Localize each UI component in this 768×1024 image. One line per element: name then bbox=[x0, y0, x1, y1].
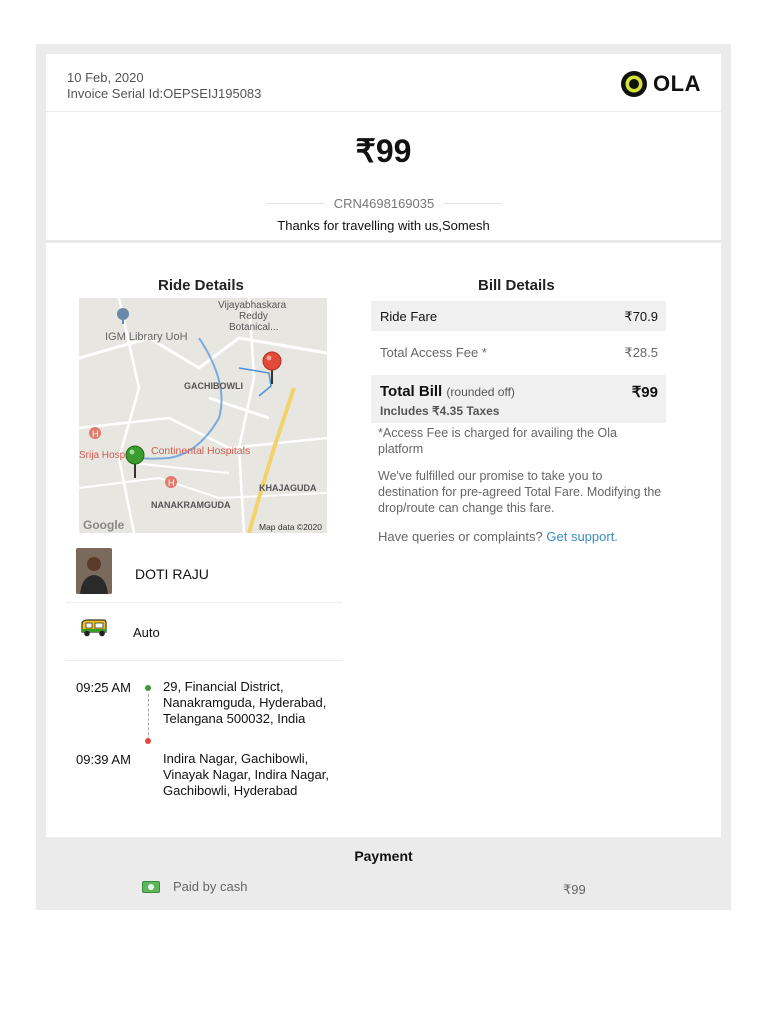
route-map-image bbox=[79, 298, 327, 533]
access-fee-label: Total Access Fee * bbox=[380, 345, 487, 360]
get-support-link[interactable]: Get support. bbox=[546, 529, 618, 544]
pickup-dot-icon bbox=[145, 685, 151, 691]
auto-rickshaw-icon bbox=[80, 619, 108, 637]
ride-fare-label: Ride Fare bbox=[380, 309, 438, 324]
driver-row bbox=[66, 540, 342, 603]
driver-photo bbox=[76, 548, 112, 594]
details-section bbox=[46, 243, 721, 897]
pickup-time: 09:25 AM bbox=[76, 680, 131, 695]
map-label-gachibowli: GACHIBOWLI bbox=[184, 381, 243, 391]
pickup-address: 29, Financial District, Nanakramguda, Hyderabad, Telangana 500032, India bbox=[163, 679, 327, 726]
divider bbox=[266, 203, 324, 204]
drop-dot-icon bbox=[145, 738, 151, 744]
access-fee-row bbox=[371, 331, 666, 369]
payment-amount: ₹99 bbox=[563, 882, 586, 897]
taxes-included: Includes ₹4.35 Taxes bbox=[380, 404, 500, 418]
payment-method: Paid by cash bbox=[173, 879, 248, 894]
access-fee-value: ₹28.5 bbox=[624, 345, 658, 360]
queries-text: Have queries or complaints? bbox=[378, 529, 543, 544]
total-bill-value: ₹99 bbox=[631, 384, 658, 401]
fare-promise-note: We've fulfilled our promise to take you to destination for pre-agreed Total Fare. Modifying the drop/route can change this fare. bbox=[378, 469, 662, 515]
map-label-srija: Srija Hosp bbox=[79, 450, 126, 461]
google-logo: Google bbox=[83, 518, 125, 532]
ola-logo-text: OLA bbox=[653, 71, 701, 96]
ride-details-title: Ride Details bbox=[158, 277, 244, 294]
total-bill-row bbox=[371, 375, 666, 423]
invoice-card bbox=[46, 54, 721, 897]
bill-table bbox=[371, 301, 666, 423]
svg-text:H: H bbox=[92, 429, 99, 439]
invoice-serial-id: Invoice Serial Id:OEPSEIJ195083 bbox=[67, 86, 262, 101]
drop-time: 09:39 AM bbox=[76, 752, 131, 767]
payment-title: Payment bbox=[354, 848, 413, 864]
total-amount: ₹99 bbox=[355, 133, 412, 169]
access-fee-note: *Access Fee is charged for availing the Ola platform bbox=[378, 426, 618, 456]
map-label-khajaguda: KHAJAGUDA bbox=[259, 483, 317, 493]
driver-avatar bbox=[76, 548, 112, 594]
ride-fare-row bbox=[371, 301, 666, 331]
route-dash-line bbox=[148, 694, 149, 740]
bill-details-title: Bill Details bbox=[478, 277, 555, 294]
crn-row bbox=[266, 196, 502, 211]
map-label-poi: Reddy bbox=[239, 311, 268, 322]
cash-icon bbox=[142, 881, 160, 893]
invoice-date: 10 Feb, 2020 bbox=[67, 70, 144, 85]
ola-logo bbox=[620, 70, 701, 98]
hospital-icon bbox=[89, 427, 101, 439]
ride-fare-value: ₹70.9 bbox=[624, 309, 658, 324]
queries-row bbox=[378, 529, 663, 545]
map-data-credit: Map data ©2020 bbox=[259, 522, 322, 532]
vehicle-type: Auto bbox=[133, 625, 160, 640]
route-map[interactable] bbox=[79, 298, 327, 533]
vehicle-row bbox=[66, 603, 342, 661]
map-label-poi: Botanical... bbox=[229, 322, 279, 333]
invoice-frame bbox=[36, 44, 731, 910]
crn-number: CRN4698169035 bbox=[333, 196, 435, 211]
hospital-icon bbox=[165, 476, 177, 488]
map-label-poi: Vijayabhaskara bbox=[218, 300, 287, 311]
fare-summary bbox=[46, 112, 721, 243]
svg-text:H: H bbox=[168, 478, 175, 488]
rounded-off-note: (rounded off) bbox=[446, 385, 515, 399]
thanks-message: Thanks for travelling with us,Somesh bbox=[277, 218, 490, 233]
invoice-header bbox=[46, 54, 721, 112]
drop-address: Indira Nagar, Gachibowli, Vinayak Nagar, Indira Nagar, Gachibowli, Hyderabad bbox=[163, 751, 329, 798]
ola-logo-icon bbox=[620, 70, 648, 98]
divider bbox=[444, 203, 502, 204]
driver-name: DOTI RAJU bbox=[135, 566, 209, 582]
divider bbox=[62, 869, 705, 870]
map-label-library: IGM Library UoH bbox=[105, 331, 188, 343]
map-label-nanakramguda: NANAKRAMGUDA bbox=[151, 500, 231, 510]
map-label-hospital: Continental Hospitals bbox=[151, 445, 251, 457]
total-bill-label: Total Bill (rounded off) bbox=[380, 383, 515, 400]
